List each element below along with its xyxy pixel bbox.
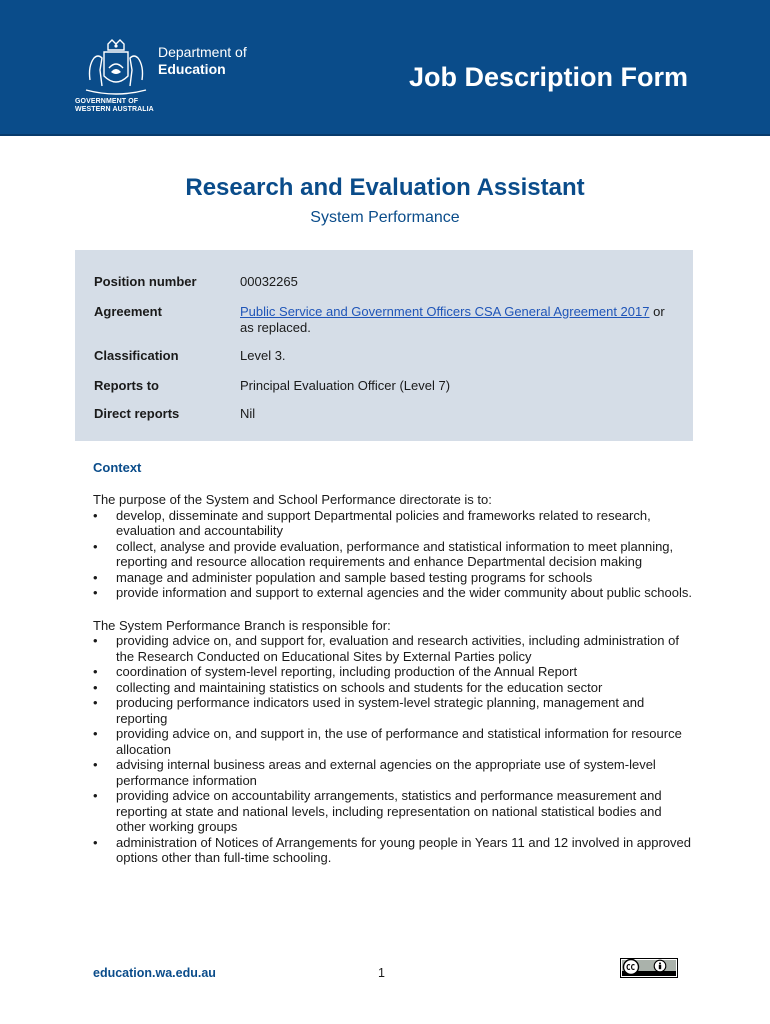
department-name bbox=[158, 44, 247, 78]
list-item: • providing advice on, and support in, the use of performance and statistical information for resource allocation bbox=[93, 726, 693, 757]
context-heading: Context bbox=[93, 460, 142, 475]
list-item: • coordination of system-level reporting, including production of the Annual Report bbox=[93, 664, 693, 680]
reports-to-value: Principal Evaluation Officer (Level 7) bbox=[240, 378, 451, 393]
reports-to-label: Reports to bbox=[94, 378, 159, 393]
creative-commons-by-icon bbox=[620, 958, 678, 978]
department-line-1: Department of bbox=[158, 44, 247, 60]
classification-label: Classification bbox=[94, 348, 179, 363]
directorate-purpose-list bbox=[93, 508, 693, 601]
agreement-value bbox=[240, 304, 680, 336]
branch-intro: The System Performance Branch is responsible for: bbox=[93, 617, 391, 633]
list-item: • collect, analyse and provide evaluation, performance and statistical information to meet planning, reporting and resource allocation requirements and enhance Departmental decision making bbox=[93, 539, 693, 570]
position-number-label: Position number bbox=[94, 274, 197, 289]
classification-value: Level 3. bbox=[240, 348, 286, 363]
branch-responsibility-list bbox=[93, 633, 693, 866]
list-item: • producing performance indicators used in system-level strategic planning, management and reporting bbox=[93, 695, 693, 726]
paragraph-gap bbox=[93, 601, 693, 618]
position-details-panel bbox=[75, 250, 693, 441]
government-line-1: GOVERNMENT OF bbox=[75, 98, 139, 105]
government-label bbox=[75, 98, 154, 114]
list-item: • advising internal business areas and external agencies on the appropriate use of system-level performance information bbox=[93, 757, 693, 788]
list-item: • provide information and support to external agencies and the wider community about public schools. bbox=[93, 585, 693, 601]
list-item: • administration of Notices of Arrangements for young people in Years 11 and 12 involved in approved options other than full-time schooling. bbox=[93, 835, 693, 866]
government-line-2: WESTERN AUSTRALIA bbox=[75, 106, 154, 113]
agreement-link[interactable]: Public Service and Government Officers CSA General Agreement 2017 bbox=[240, 304, 650, 319]
list-item: • manage and administer population and sample based testing programs for schools bbox=[93, 570, 693, 586]
list-item: • develop, disseminate and support Departmental policies and frameworks related to research, evaluation and accountability bbox=[93, 508, 693, 539]
position-number-value: 00032265 bbox=[240, 274, 298, 289]
list-item: • providing advice on accountability arrangements, statistics and performance measurement and reporting at state and national levels, including representation on national statistical bodies and other working groups bbox=[93, 788, 693, 835]
role-title: Research and Evaluation Assistant bbox=[185, 174, 585, 201]
agreement-label: Agreement bbox=[94, 304, 162, 319]
list-item: • providing advice on, and support for, evaluation and research activities, including administration of the Research Conducted on Educational Sites by External Parties policy bbox=[93, 633, 693, 664]
directorate-intro: The purpose of the System and School Performance directorate is to: bbox=[93, 492, 492, 507]
role-subtitle: System Performance bbox=[310, 209, 460, 226]
website-link[interactable]: education.wa.edu.au bbox=[93, 966, 216, 980]
direct-reports-value: Nil bbox=[240, 406, 256, 421]
page-header bbox=[0, 0, 770, 136]
direct-reports-label: Direct reports bbox=[94, 406, 180, 421]
list-item: • collecting and maintaining statistics on schools and students for the education sector bbox=[93, 680, 693, 696]
department-line-2: Education bbox=[158, 61, 226, 77]
form-title: Job Description Form bbox=[408, 62, 688, 92]
context-body bbox=[93, 492, 693, 866]
wa-coat-of-arms-icon bbox=[78, 36, 154, 98]
page-number: 1 bbox=[378, 966, 385, 980]
agreement-suffix: or as replaced. bbox=[240, 304, 665, 335]
